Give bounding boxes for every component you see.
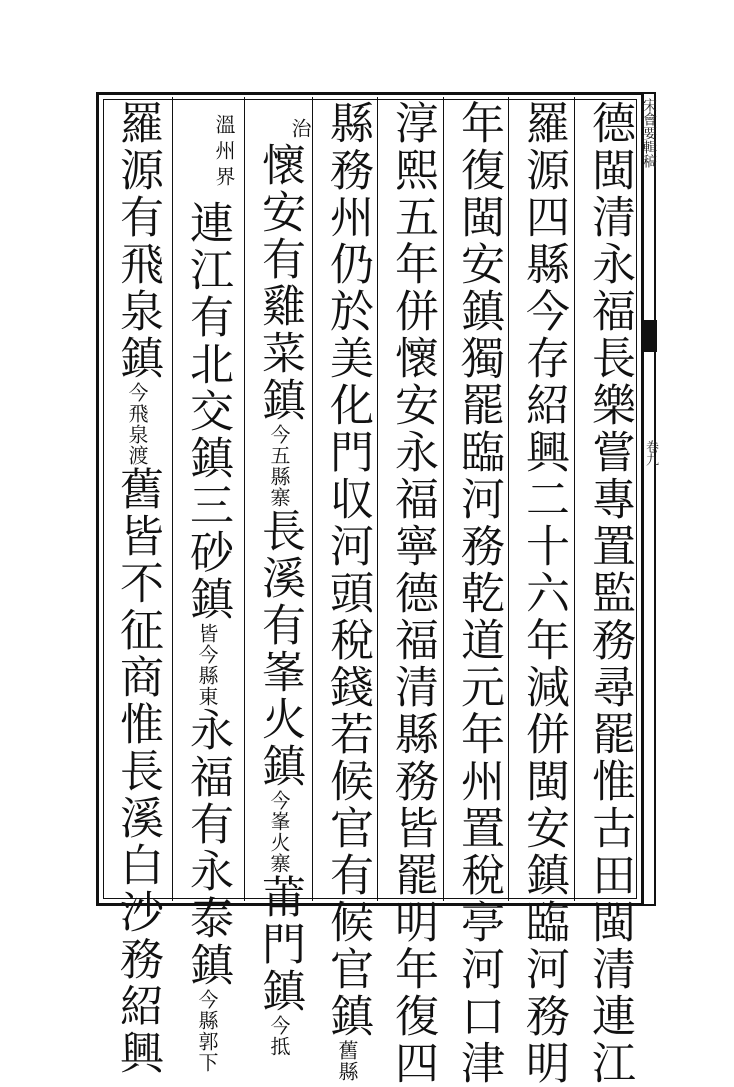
text-column-3: [451, 100, 505, 1087]
column-text: 德閩清永福長樂嘗專置監務尋罷惟古田閩清連江: [584, 100, 635, 1087]
fold-title: 宋會要輯稿: [641, 98, 657, 168]
column-text-b: 永福有永泰鎮: [182, 707, 233, 989]
head-note-6: 治: [288, 118, 312, 144]
column-text-a: 羅源有飛泉鎮: [112, 100, 163, 382]
column-note-b: 今峯火寨: [267, 790, 291, 874]
column-text-a: 連江有北交鎮三砂鎮: [182, 200, 233, 623]
column-divider: [312, 97, 313, 901]
text-column-1: [582, 100, 636, 1087]
column-note: 舊縣: [335, 1040, 359, 1082]
text-column-8: [110, 100, 164, 1077]
text-column-7: [180, 200, 234, 1073]
column-note-a: 皆今縣東: [195, 623, 219, 707]
column-text-b: 舊皆不征商惟長溪白沙務紹興: [112, 466, 163, 1077]
fold-juan-label: 卷九: [643, 440, 658, 466]
column-divider: [574, 97, 575, 901]
head-note-7: 溫州界: [212, 114, 236, 192]
column-divider: [443, 97, 444, 901]
text-column-2: [516, 100, 570, 1087]
text-column-4: [385, 100, 439, 1087]
column-text: 淳熙五年併懷安永福寧德福清縣務皆罷明年復四: [387, 100, 438, 1087]
text-column-5: [320, 100, 374, 1082]
column-divider: [172, 97, 173, 901]
column-note-c: 今抵: [267, 1015, 291, 1057]
column-note-a: 今五縣寨: [267, 424, 291, 508]
text-column-6: [252, 142, 306, 1057]
column-note-b: 今縣郭下: [195, 989, 219, 1073]
column-note-a: 今飛泉渡: [125, 382, 149, 466]
column-divider: [508, 97, 509, 901]
column-text-c: 莆門鎮: [254, 874, 305, 1015]
column-divider: [244, 97, 245, 901]
column-text: 羅源四縣今存紹興二十六年減併閩安鎮臨河務明: [518, 100, 569, 1087]
column-text-b: 長溪有峯火鎮: [254, 508, 305, 790]
column-text-a: 懷安有雞菜鎮: [254, 142, 305, 424]
column-text: 年復閩安鎮獨罷臨河務乾道元年州置稅亭河口津: [453, 100, 504, 1087]
column-divider: [377, 97, 378, 901]
page-fold: [642, 92, 656, 906]
column-text: 縣務州仍於美化門収河頭稅錢若候官有候官鎮: [322, 100, 373, 1040]
